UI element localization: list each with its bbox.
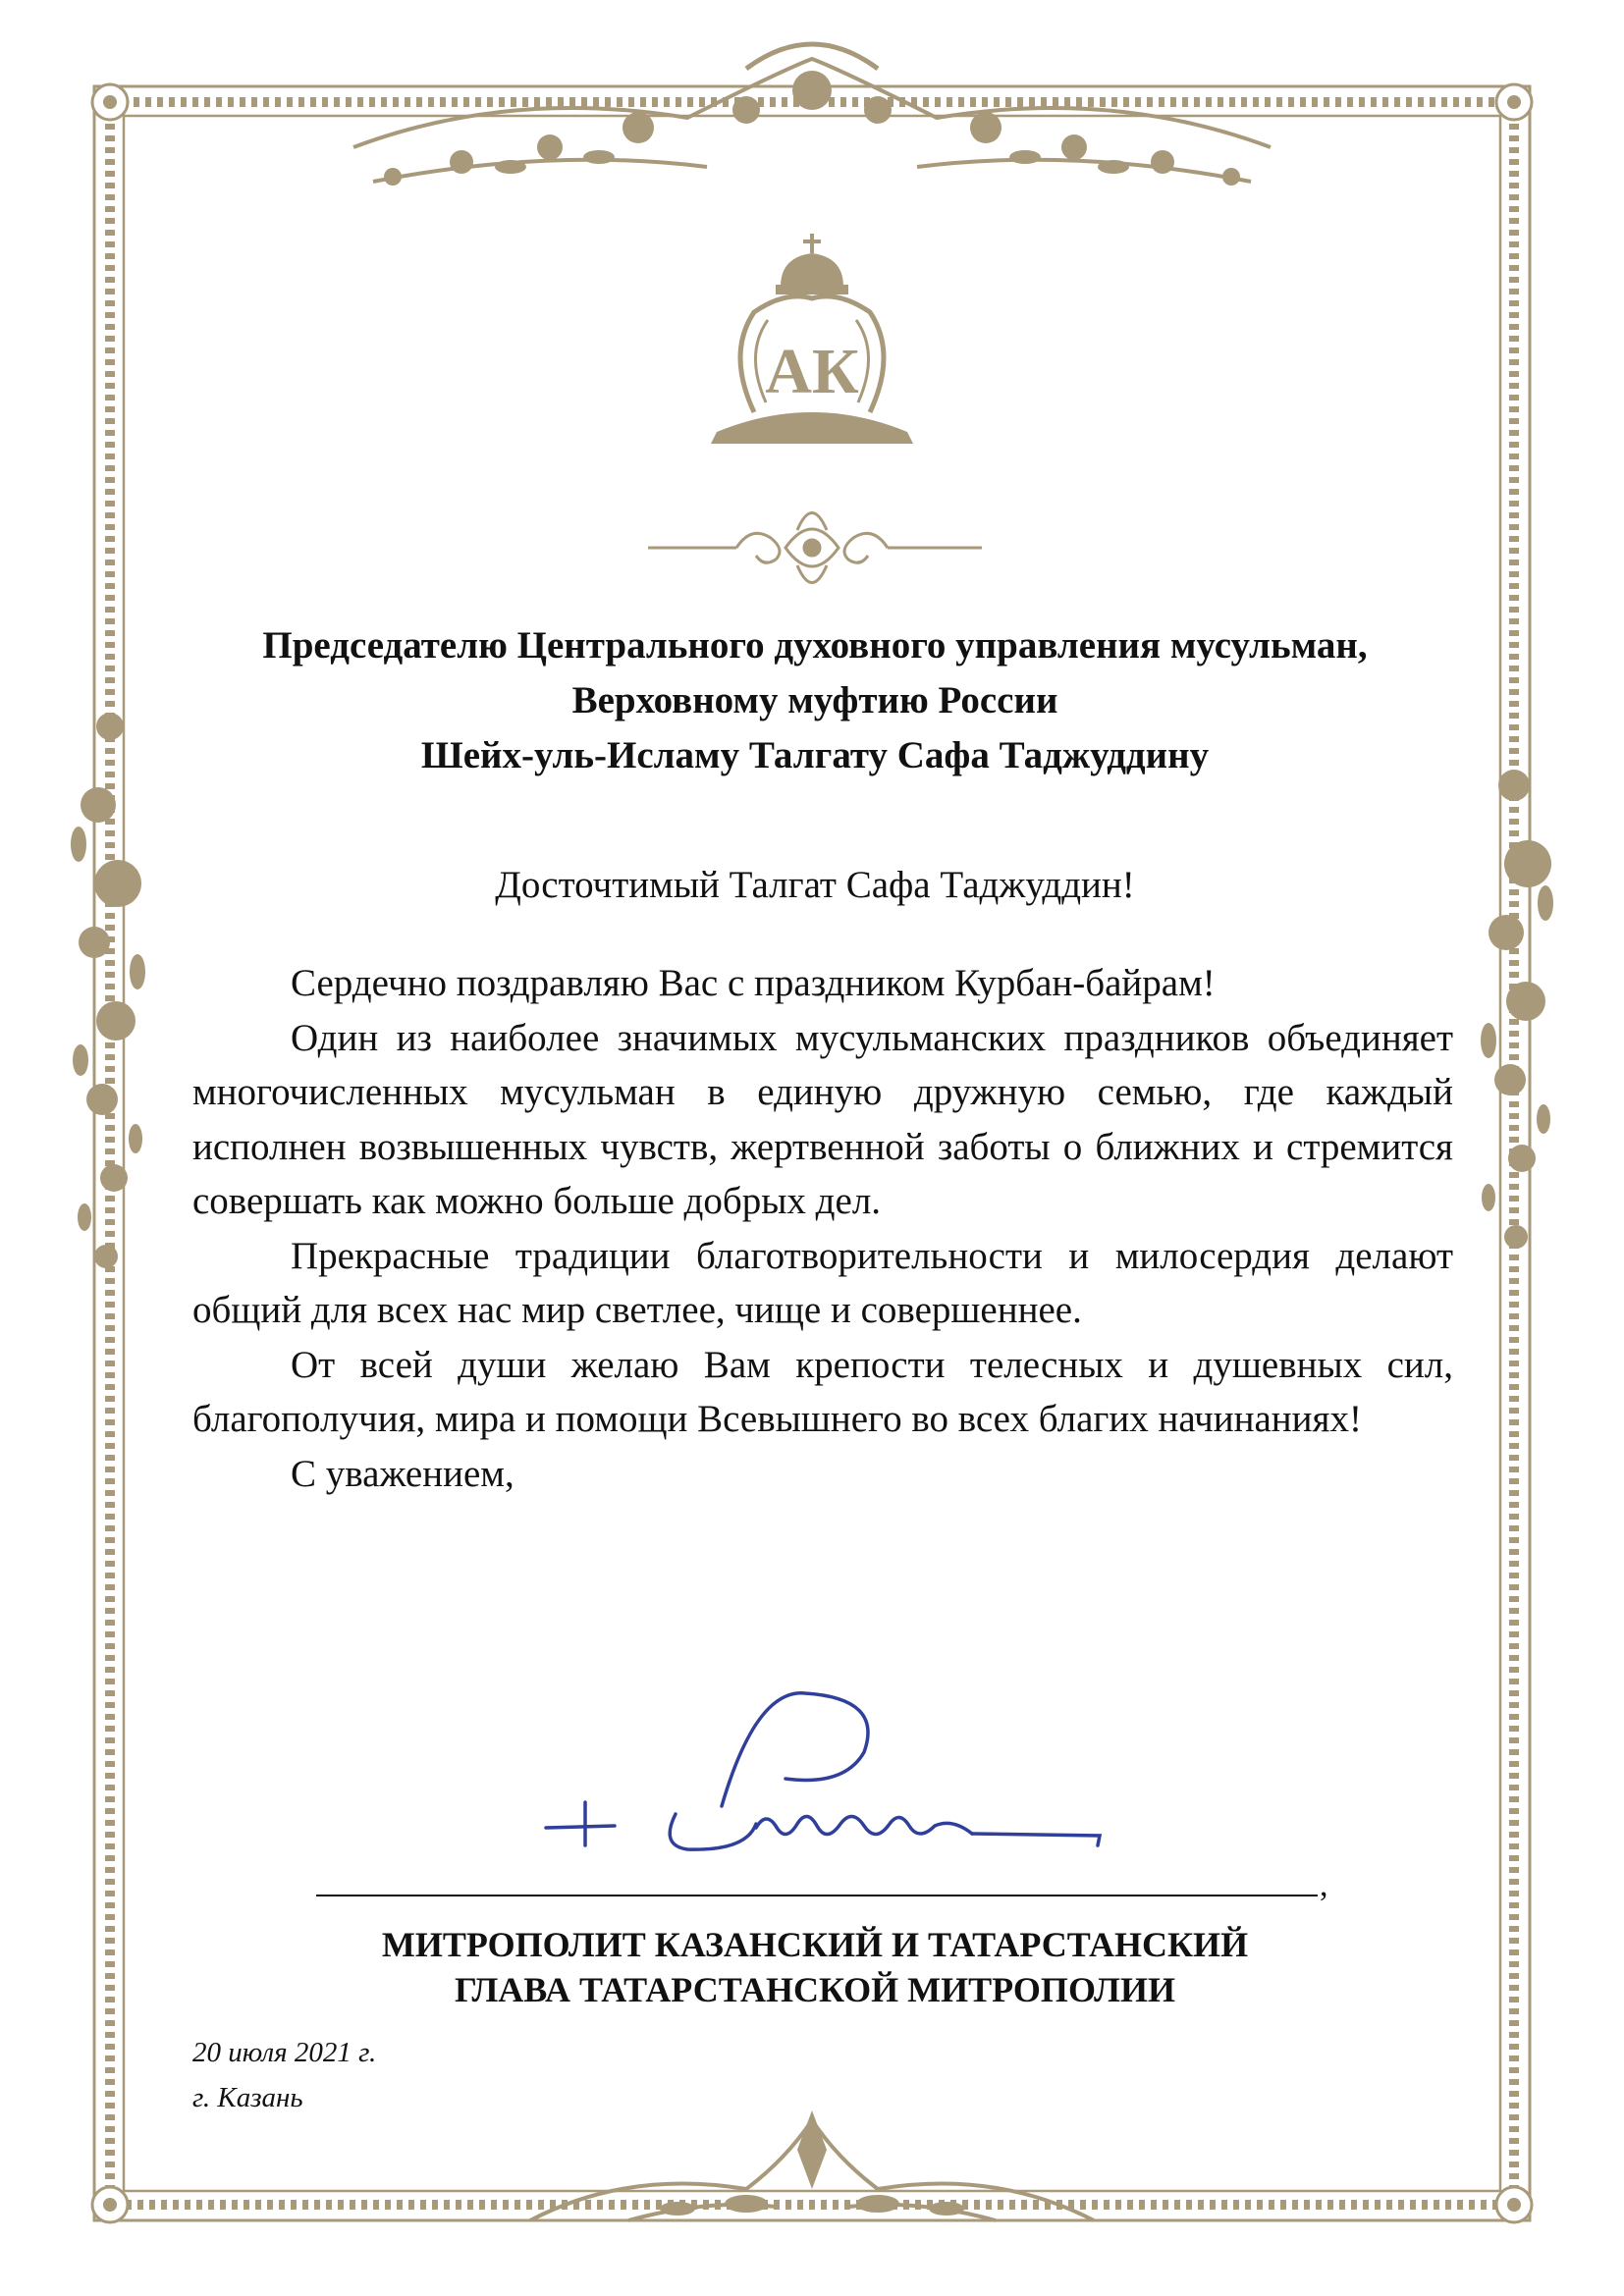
- body-paragraph: Сердечно поздравляю Вас с праздником Курбан-байрам!: [291, 962, 1216, 1004]
- emblem-monogram: АК: [765, 336, 859, 407]
- letter-body: [192, 956, 1453, 1501]
- signature-comma: ,: [1320, 1867, 1328, 1903]
- left-garland-icon: [71, 713, 145, 1268]
- signature-line: [316, 1895, 1318, 1896]
- recipient-line: Шейх-уль-Исламу Талгату Сафа Таджуддину: [420, 734, 1210, 776]
- letter-place: г. Казань: [192, 2082, 303, 2113]
- greeting: Досточтимый Талгат Сафа Таджуддин!: [495, 864, 1135, 906]
- recipient-address: [177, 618, 1453, 783]
- sender-title: [295, 1922, 1335, 2012]
- letter-date: 20 июля 2021 г.: [192, 2037, 377, 2068]
- closing-phrase: С уважением,: [291, 1452, 514, 1495]
- recipient-line: Председателю Центрального духовного управления мусульман,: [262, 624, 1368, 667]
- body-paragraph: Один из наиболее значимых мусульманских праздников объединяет многочисленных мусульман в единую дружную семью, где каждый исполнен возвышенных чувств, жертвенной заботы о ближних и стремится совершать как можно больше добрых дел.: [192, 1016, 1453, 1222]
- sender-title-line: ГЛАВА ТАТАРСТАНСКОЙ МИТРОПОЛИИ: [455, 1970, 1175, 2009]
- crowned-monogram-emblem-icon: [711, 234, 913, 444]
- date-place: [192, 2030, 376, 2120]
- body-paragraph: Прекрасные традиции благотворительности и милосердия делают общий для всех нас мир светлее, чище и совершеннее.: [192, 1234, 1453, 1331]
- scroll-ornament-divider-icon: [648, 513, 982, 583]
- top-garland-icon: [353, 44, 1271, 182]
- sender-title-line: МИТРОПОЛИТ КАЗАНСКИЙ И ТАТАРСТАНСКИЙ: [381, 1925, 1249, 1964]
- handwritten-signature-icon: [546, 1693, 1100, 1849]
- recipient-line: Верховному муфтию России: [571, 679, 1058, 721]
- body-paragraph: От всей души желаю Вам крепости телесных и душевных сил, благополучия, мира и помощи Всевышнего во всех благих начинаниях!: [192, 1343, 1453, 1440]
